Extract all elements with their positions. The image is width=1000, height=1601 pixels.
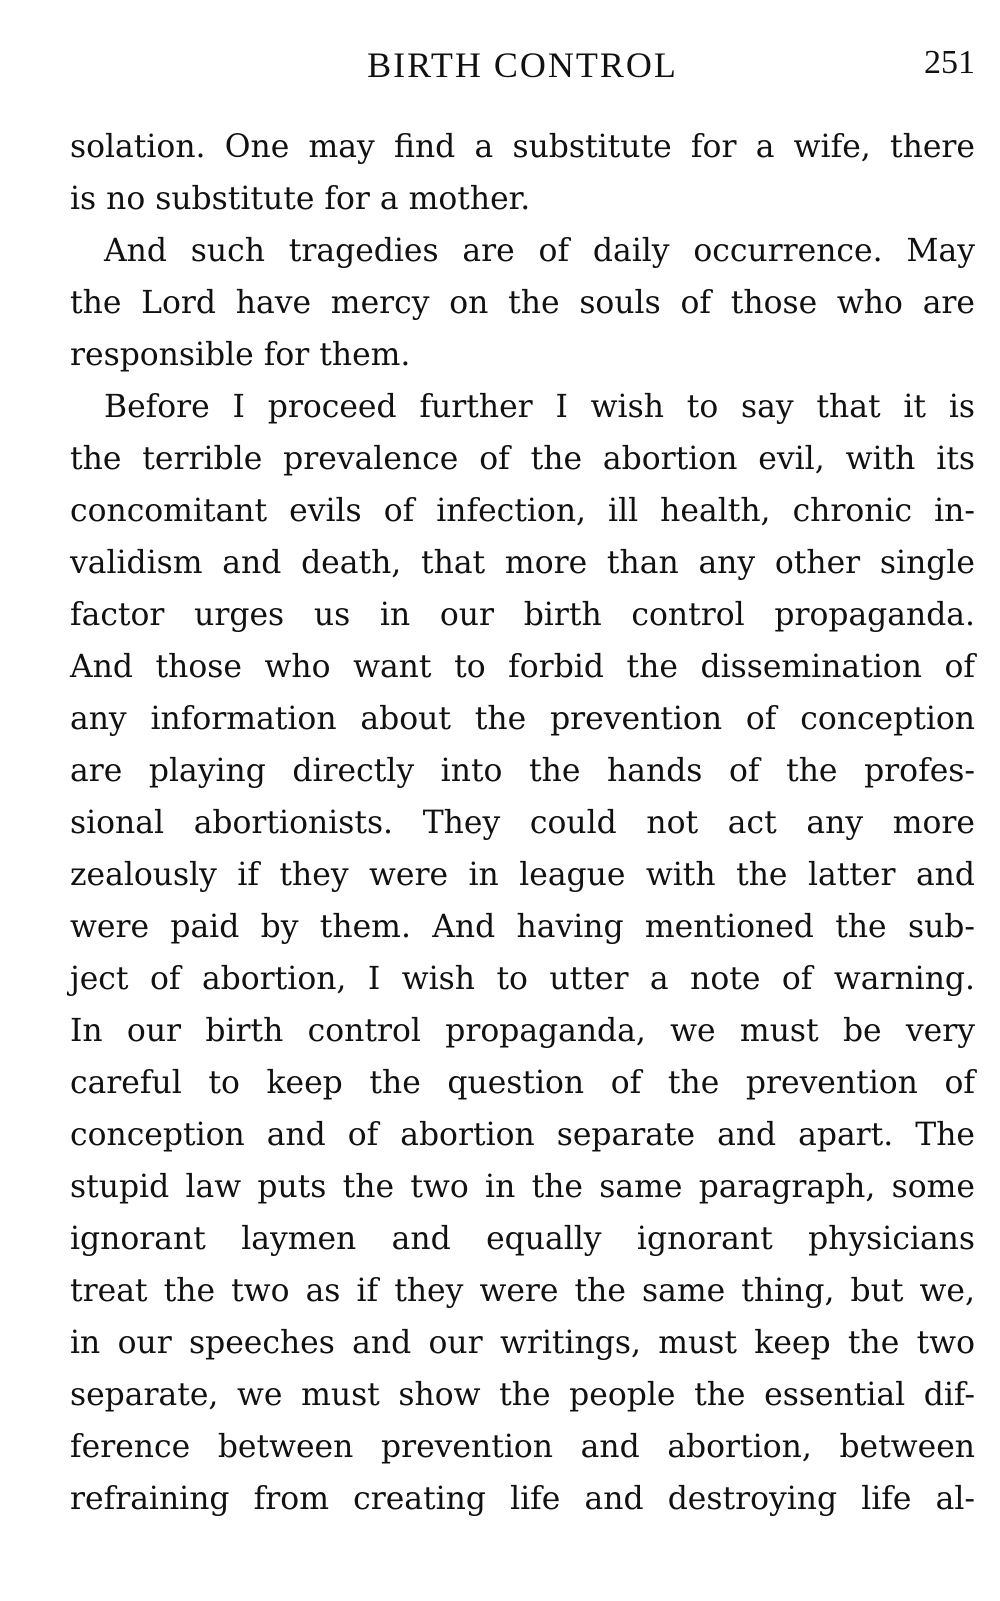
text-line: ignorant laymen and equally ignorant physicians [70, 1221, 975, 1257]
text-line: And such tragedies are of daily occurrence. May [104, 233, 975, 269]
text-line: responsible for them. [70, 337, 411, 373]
text-line: any information about the prevention of conception [70, 701, 975, 737]
text-line: factor urges us in our birth control propaganda. [70, 597, 975, 633]
text-line: careful to keep the question of the prevention of [70, 1065, 975, 1101]
page-number: 251 [924, 44, 975, 81]
text-line: Before I proceed further I wish to say that it is [104, 389, 975, 425]
text-line: concomitant evils of infection, ill health, chronic in- [70, 493, 975, 529]
text-line: sional abortionists. They could not act any more [70, 805, 975, 841]
text-line: zealously if they were in league with the latter and [70, 857, 975, 893]
text-line: were paid by them. And having mentioned the sub- [70, 909, 975, 945]
text-line: validism and death, that more than any other single [70, 545, 975, 581]
text-line: ject of abortion, I wish to utter a note of warning. [70, 961, 975, 997]
text-line: in our speeches and our writings, must keep the two [70, 1325, 975, 1361]
text-line: separate, we must show the people the essential dif- [70, 1377, 975, 1413]
text-line: the Lord have mercy on the souls of those who are [70, 285, 975, 321]
text-line: solation. One may find a substitute for a wife, there [70, 129, 975, 165]
text-line: is no substitute for a mother. [70, 181, 531, 217]
text-line: In our birth control propaganda, we must be very [70, 1013, 975, 1049]
page-header [70, 44, 975, 94]
text-line: the terrible prevalence of the abortion evil, with its [70, 441, 975, 477]
text-line: are playing directly into the hands of the profes- [70, 753, 975, 789]
running-title: BIRTH CONTROL [367, 45, 678, 85]
text-line: conception and of abortion separate and apart. The [70, 1117, 975, 1153]
body-text [70, 121, 975, 1525]
text-line: ference between prevention and abortion, between [70, 1429, 975, 1465]
text-line: refraining from creating life and destroying life al- [70, 1481, 975, 1517]
text-line: stupid law puts the two in the same paragraph, some [70, 1169, 975, 1205]
text-line: And those who want to forbid the dissemination of [70, 649, 975, 685]
text-line: treat the two as if they were the same thing, but we, [70, 1273, 975, 1309]
